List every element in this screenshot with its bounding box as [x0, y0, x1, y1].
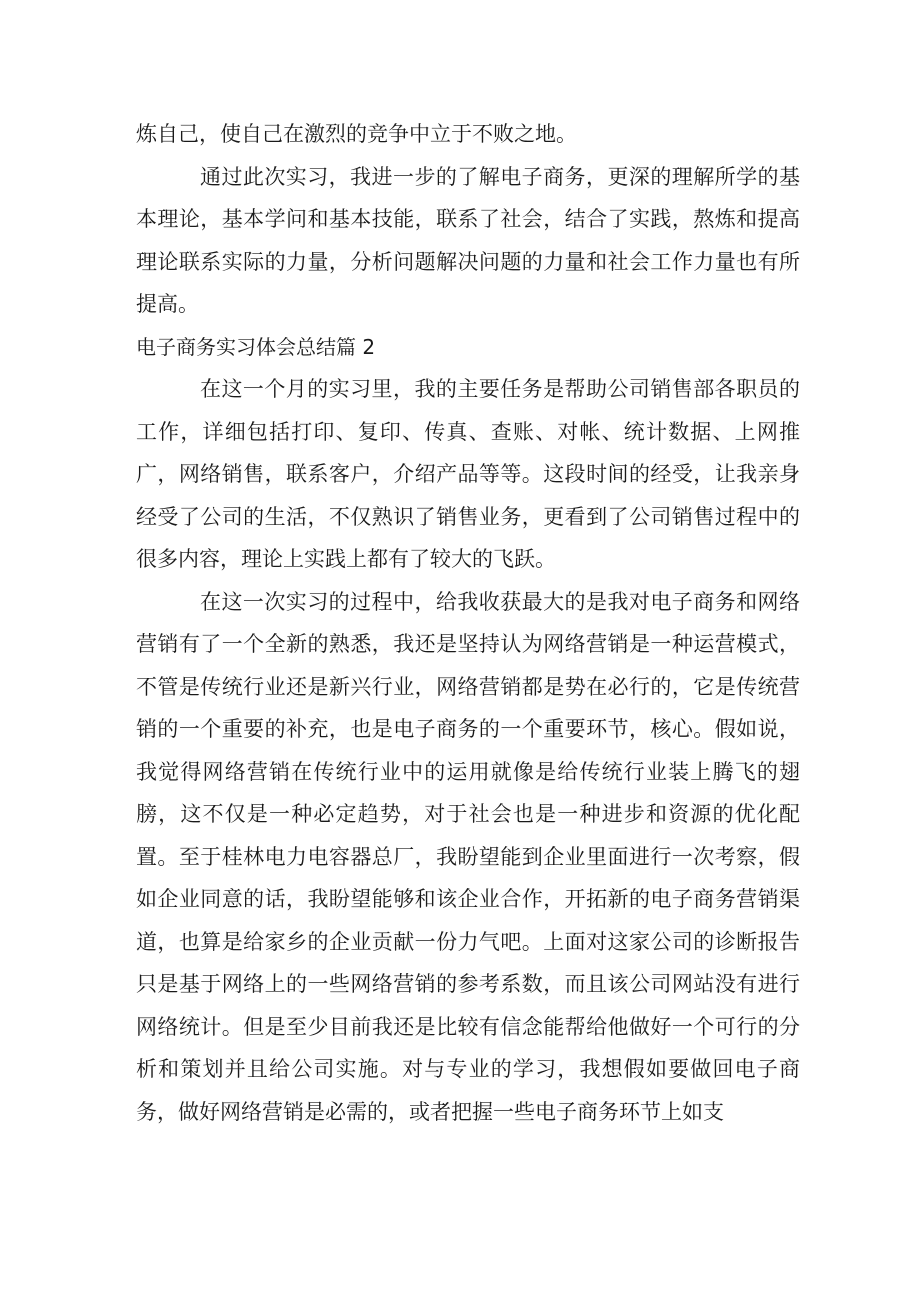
- paragraph-internship-summary: 通过此次实习，我进一步的了解电子商务，更深的理解所学的基本理论，基本学问和基本技能，联系了社会，结合了实践，熬炼和提高理论联系实际的力量，分析问题解决问题的力量和社会工作力量也有所提高。: [136, 164, 800, 316]
- document-body: [136, 113, 800, 1133]
- section-heading: 电子商务实习体会总结篇 2: [136, 334, 376, 359]
- paragraph-continuation: 炼自己，使自己在激烈的竞争中立于不败之地。: [136, 122, 577, 146]
- paragraph-internship-tasks: 在这一个月的实习里，我的主要任务是帮助公司销售部各职员的工作，详细包括打印、复印、传真、查账、对帐、统计数据、上网推广，网络销售，联系客户，介绍产品等等。这段时间的经受，让我亲身经受了公司的生活，不仅熟识了销售业务，更看到了公司销售过程中的很多内容，理论上实践上都有了较大的飞跃。: [136, 377, 800, 571]
- paragraph-internship-reflection: 在这一次实习的过程中，给我收获最大的是我对电子商务和网络营销有了一个全新的熟悉，我还是坚持认为网络营销是一种运营模式，不管是传统行业还是新兴行业，网络营销都是势在必行的，它是传统营销的一个重要的补充，也是电子商务的一个重要环节，核心。假如说，我觉得网络营销在传统行业中的运用就像是给传统行业装上腾飞的翅膀，这不仅是一种必定趋势，对于社会也是一种进步和资源的优化配置。至于桂林电力电容器总厂，我盼望能到企业里面进行一次考察，假如企业同意的话，我盼望能够和该企业合作，开拓新的电子商务营销渠道，也算是给家乡的企业贡献一份力气吧。上面对这家公司的诊断报告只是基于网络上的一些网络营销的参考系数，而且该公司网站没有进行网络统计。但是至少目前我还是比较有信念能帮给他做好一个可行的分析和策划并且给公司实施。对与专业的学习，我想假如要做回电子商务，做好网络营销是必需的，或者把握一些电子商务环节上如支: [136, 589, 800, 1124]
